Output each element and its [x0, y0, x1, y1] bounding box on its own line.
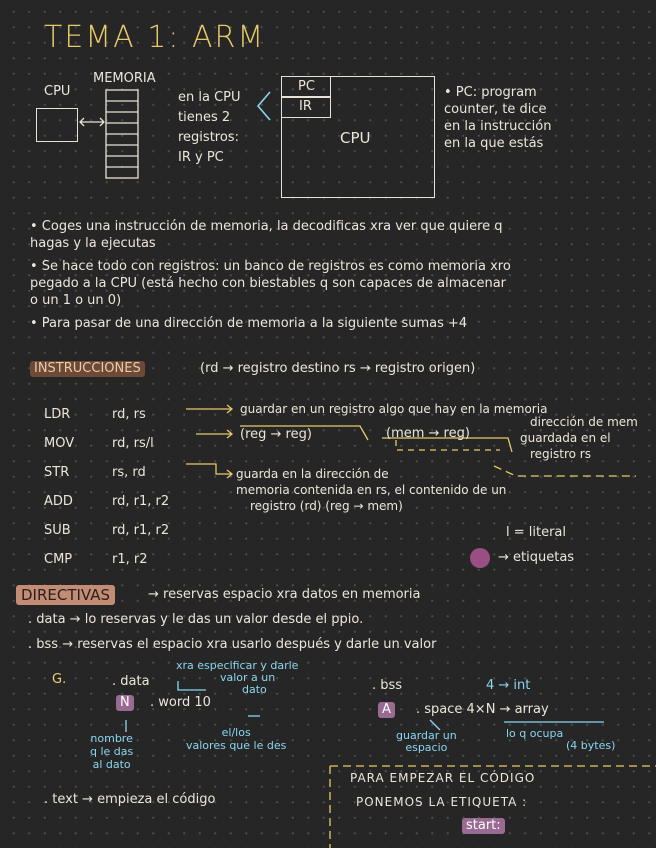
pc-note — [444, 84, 552, 152]
example-label: G. — [52, 672, 67, 687]
bullet-line: pegado a la CPU (está hecho con biestables q son capaces de almacenar — [30, 276, 507, 291]
space-note-line: espacio — [405, 741, 448, 754]
space-example: . space 4×N → array — [416, 702, 549, 717]
instruction-op: STR — [44, 465, 70, 480]
bullet-line: hagas y la ejecutas — [30, 236, 156, 251]
mem-note-line: guardada en el — [520, 431, 611, 445]
directivas-desc: → reservas espacio xra datos en memoria — [148, 587, 421, 602]
mem-reg-note: (mem → reg) — [386, 426, 470, 441]
instruction-arg: rd, rs/l — [112, 436, 154, 451]
data-line: . data → lo reservas y le das un valor desde el ppio. — [28, 612, 364, 627]
register-legend: (rd → registro destino rs → registro origen) — [200, 361, 476, 376]
literal-note: l = literal — [506, 525, 567, 540]
data-example: . data — [112, 674, 150, 689]
pc-note-line: en la que estás — [444, 136, 544, 151]
instruction-arg: r1, r2 — [112, 552, 148, 567]
instruction-ops — [44, 400, 74, 574]
mov-note: (reg → reg) — [240, 427, 312, 442]
int-note: 4 → int — [486, 678, 531, 693]
a-label: A — [378, 702, 395, 718]
bullet-line: • Se hace todo con registros: un banco de registros es como memoria xro — [30, 259, 511, 274]
start-box-line2: PONEMOS LA ETIQUETA : — [356, 795, 528, 809]
pc-note-line: counter, te dice — [444, 102, 547, 117]
space-note-line: guardar un — [396, 729, 457, 742]
label-dot-icon — [470, 548, 490, 568]
instruction-arg: rd, r1, r2 — [112, 494, 170, 509]
str-note-line: guarda en la dirección de — [236, 467, 389, 481]
cpu-label: CPU — [44, 84, 71, 99]
memory-label: MEMORIA — [93, 71, 156, 86]
bss-example: . bss — [372, 678, 403, 693]
instruction-arg: rd, rs — [112, 407, 146, 422]
mem-address-note — [510, 414, 638, 462]
name-note-line: q le das — [90, 745, 134, 758]
space-note — [396, 730, 457, 754]
text-line: . text → empieza el código — [44, 792, 216, 807]
cpu-side-line: IR y PC — [178, 150, 224, 165]
ir-label: IR — [299, 99, 312, 114]
data-note-line: xra especificar y darle — [176, 659, 299, 672]
name-note-line: al dato — [92, 758, 131, 771]
bytes-note-line: (4 bytes) — [566, 739, 616, 752]
instruction-args — [112, 400, 169, 574]
str-note — [236, 466, 506, 514]
etiquetas-note: → etiquetas — [498, 550, 575, 565]
directivas-heading: DIRECTIVAS — [16, 585, 115, 605]
cpu-side-line: en la CPU — [178, 90, 241, 105]
instrucciones-heading: INSTRUCCIONES — [30, 361, 145, 377]
data-note-line: valor a un — [220, 671, 276, 684]
bullet-list — [30, 218, 511, 332]
start-tag: start: — [462, 818, 505, 834]
instruction-op: SUB — [44, 523, 71, 538]
data-note — [176, 660, 298, 696]
values-note-line: el/los — [221, 726, 251, 739]
instruction-arg: rs, rd — [112, 465, 146, 480]
pc-note-line: • PC: program — [444, 85, 537, 100]
instruction-op: MOV — [44, 436, 75, 451]
cpu-side-text — [178, 88, 241, 168]
cpu-box-label: CPU — [340, 129, 371, 147]
mem-note-line: registro rs — [530, 447, 591, 461]
bullet-line: o un 1 o un 0) — [30, 293, 122, 308]
str-note-line: memoria contenida en rs, el contenido de un — [236, 483, 507, 497]
instruction-op: CMP — [44, 552, 73, 567]
bytes-note — [506, 728, 615, 752]
data-note-line: dato — [242, 683, 267, 696]
word-example: . word 10 — [150, 695, 211, 710]
str-note-line: registro (rd) (reg → mem) — [250, 499, 403, 513]
instruction-op: ADD — [44, 494, 73, 509]
bss-line: . bss → reservas el espacio xra usarlo después y darle un valor — [28, 637, 437, 652]
pc-note-line: en la instrucción — [444, 119, 552, 134]
start-box-line1: PARA EMPEZAR EL CÓDIGO — [350, 771, 536, 785]
cpu-side-line: registros: — [178, 130, 239, 145]
n-label: N — [116, 695, 134, 711]
bullet-line: • Para pasar de una dirección de memoria a la siguiente sumas +4 — [30, 316, 468, 331]
instruction-op: LDR — [44, 407, 71, 422]
name-note — [90, 732, 133, 771]
values-note-line: valores que le des — [186, 739, 287, 752]
pc-label: PC — [298, 79, 315, 94]
cpu-side-line: tienes 2 — [178, 110, 231, 125]
bullet-line: • Coges una instrucción de memoria, la decodificas xra ver que quiere q — [30, 219, 503, 234]
mem-note-line: dirección de mem — [530, 415, 638, 429]
name-note-line: nombre — [90, 732, 133, 745]
bytes-note-line: lo q ocupa — [506, 727, 564, 740]
ldr-note: guardar en un registro algo que hay en la memoria — [240, 402, 548, 416]
page-title: TEMA 1: ARM — [44, 20, 266, 55]
instruction-arg: rd, r1, r2 — [112, 523, 170, 538]
values-note — [186, 726, 286, 752]
